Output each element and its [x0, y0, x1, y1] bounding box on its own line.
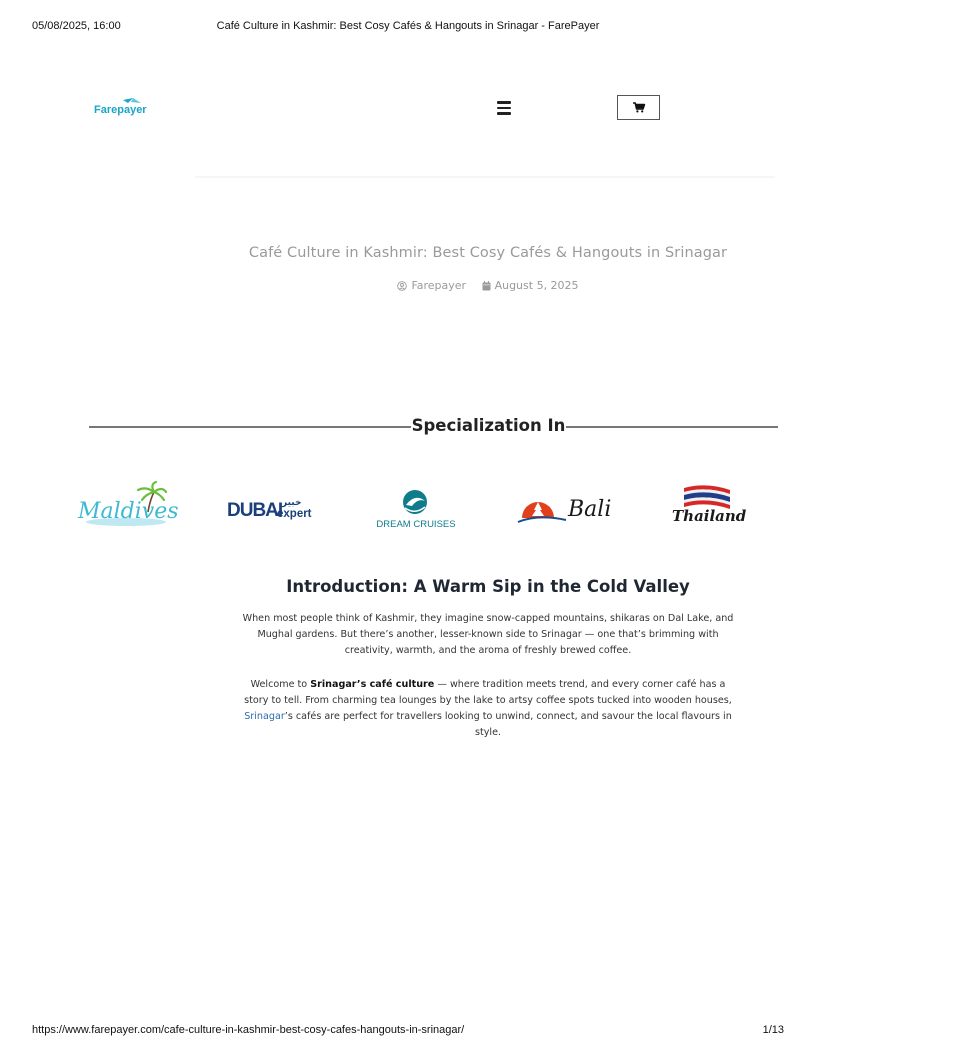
para2-bold-text: Srinagar’s café culture: [310, 679, 435, 690]
maldives-logo-icon: [76, 480, 179, 532]
bali-logo-text: Bali: [568, 497, 612, 522]
maldives-logo[interactable]: [76, 480, 179, 532]
dubai-expert-logo[interactable]: [226, 492, 318, 522]
srinagar-link[interactable]: Srinagar: [244, 711, 285, 722]
dream-cruises-logo-text: DREAM CRUISES: [376, 519, 456, 530]
menu-button[interactable]: [496, 101, 514, 117]
post-date-text: August 5, 2025: [494, 279, 579, 292]
specialization-divider-left: [89, 426, 411, 428]
farepayer-logo-icon: [93, 97, 147, 119]
dubai-logo-arabic: خبير: [282, 498, 302, 508]
hamburger-menu-icon: [496, 101, 514, 115]
post-meta: [0, 279, 976, 294]
header-divider: [195, 176, 775, 178]
dubai-logo-text: DUBAI: [227, 500, 283, 521]
print-page-title: Café Culture in Kashmir: Best Cosy Cafés & Hangouts in Srinagar - FarePayer: [216, 20, 600, 32]
post-author-name: Farepayer: [411, 279, 467, 292]
logo-text: Farepayer: [94, 104, 147, 116]
bali-logo-icon: [516, 488, 612, 528]
thailand-logo[interactable]: [670, 484, 747, 526]
user-circle-icon: [397, 281, 407, 291]
post-date: [482, 279, 579, 292]
intro-paragraph-2: [240, 677, 736, 741]
thailand-logo-icon: [670, 484, 747, 526]
specialization-divider-right: [566, 426, 778, 428]
post-title: Café Culture in Kashmir: Best Cosy Cafés & Hangouts in Srinagar: [248, 245, 728, 261]
dubai-expert-logo-icon: [226, 492, 318, 522]
dubai-logo-sub: expert: [277, 508, 312, 520]
print-page-number: 1/13: [762, 1024, 784, 1036]
print-url: https://www.farepayer.com/cafe-culture-in-kashmir-best-cosy-cafes-hangouts-in-srinagar/: [32, 1024, 465, 1036]
para2-text-mid: — where tradition meets trend, and every corner café has a story to tell. From charming tea lounges by the lake to artsy coffee spots tucked into wooden houses,: [244, 679, 732, 706]
para2-text-post: ’s cafés are perfect for travellers looking to unwind, connect, and savour the local flavours in style.: [284, 711, 732, 738]
specialization-heading: Specialization In: [411, 416, 566, 435]
dream-cruises-logo[interactable]: [372, 485, 460, 531]
cart-button[interactable]: [617, 95, 660, 120]
dream-cruises-logo-icon: [372, 485, 460, 531]
thailand-logo-text: Thailand: [672, 507, 747, 525]
site-logo[interactable]: [93, 97, 147, 119]
post-author[interactable]: [397, 279, 466, 292]
bali-logo[interactable]: [516, 488, 612, 528]
intro-heading: Introduction: A Warm Sip in the Cold Valley: [286, 577, 690, 596]
print-datetime: 05/08/2025, 16:00: [32, 20, 121, 32]
shopping-cart-icon: [633, 102, 645, 113]
para2-text-pre: Welcome to: [250, 679, 311, 690]
calendar-icon: [482, 281, 491, 291]
intro-paragraph-1: When most people think of Kashmir, they imagine snow-capped mountains, shikaras on Dal Lake, and Mughal gardens. But there’s another, lesser-known side to Srinagar — one that’s brimming with creativity, warmth, and the aroma of freshly brewed coffee.: [242, 613, 734, 656]
maldives-logo-text: Maldives: [78, 499, 179, 524]
